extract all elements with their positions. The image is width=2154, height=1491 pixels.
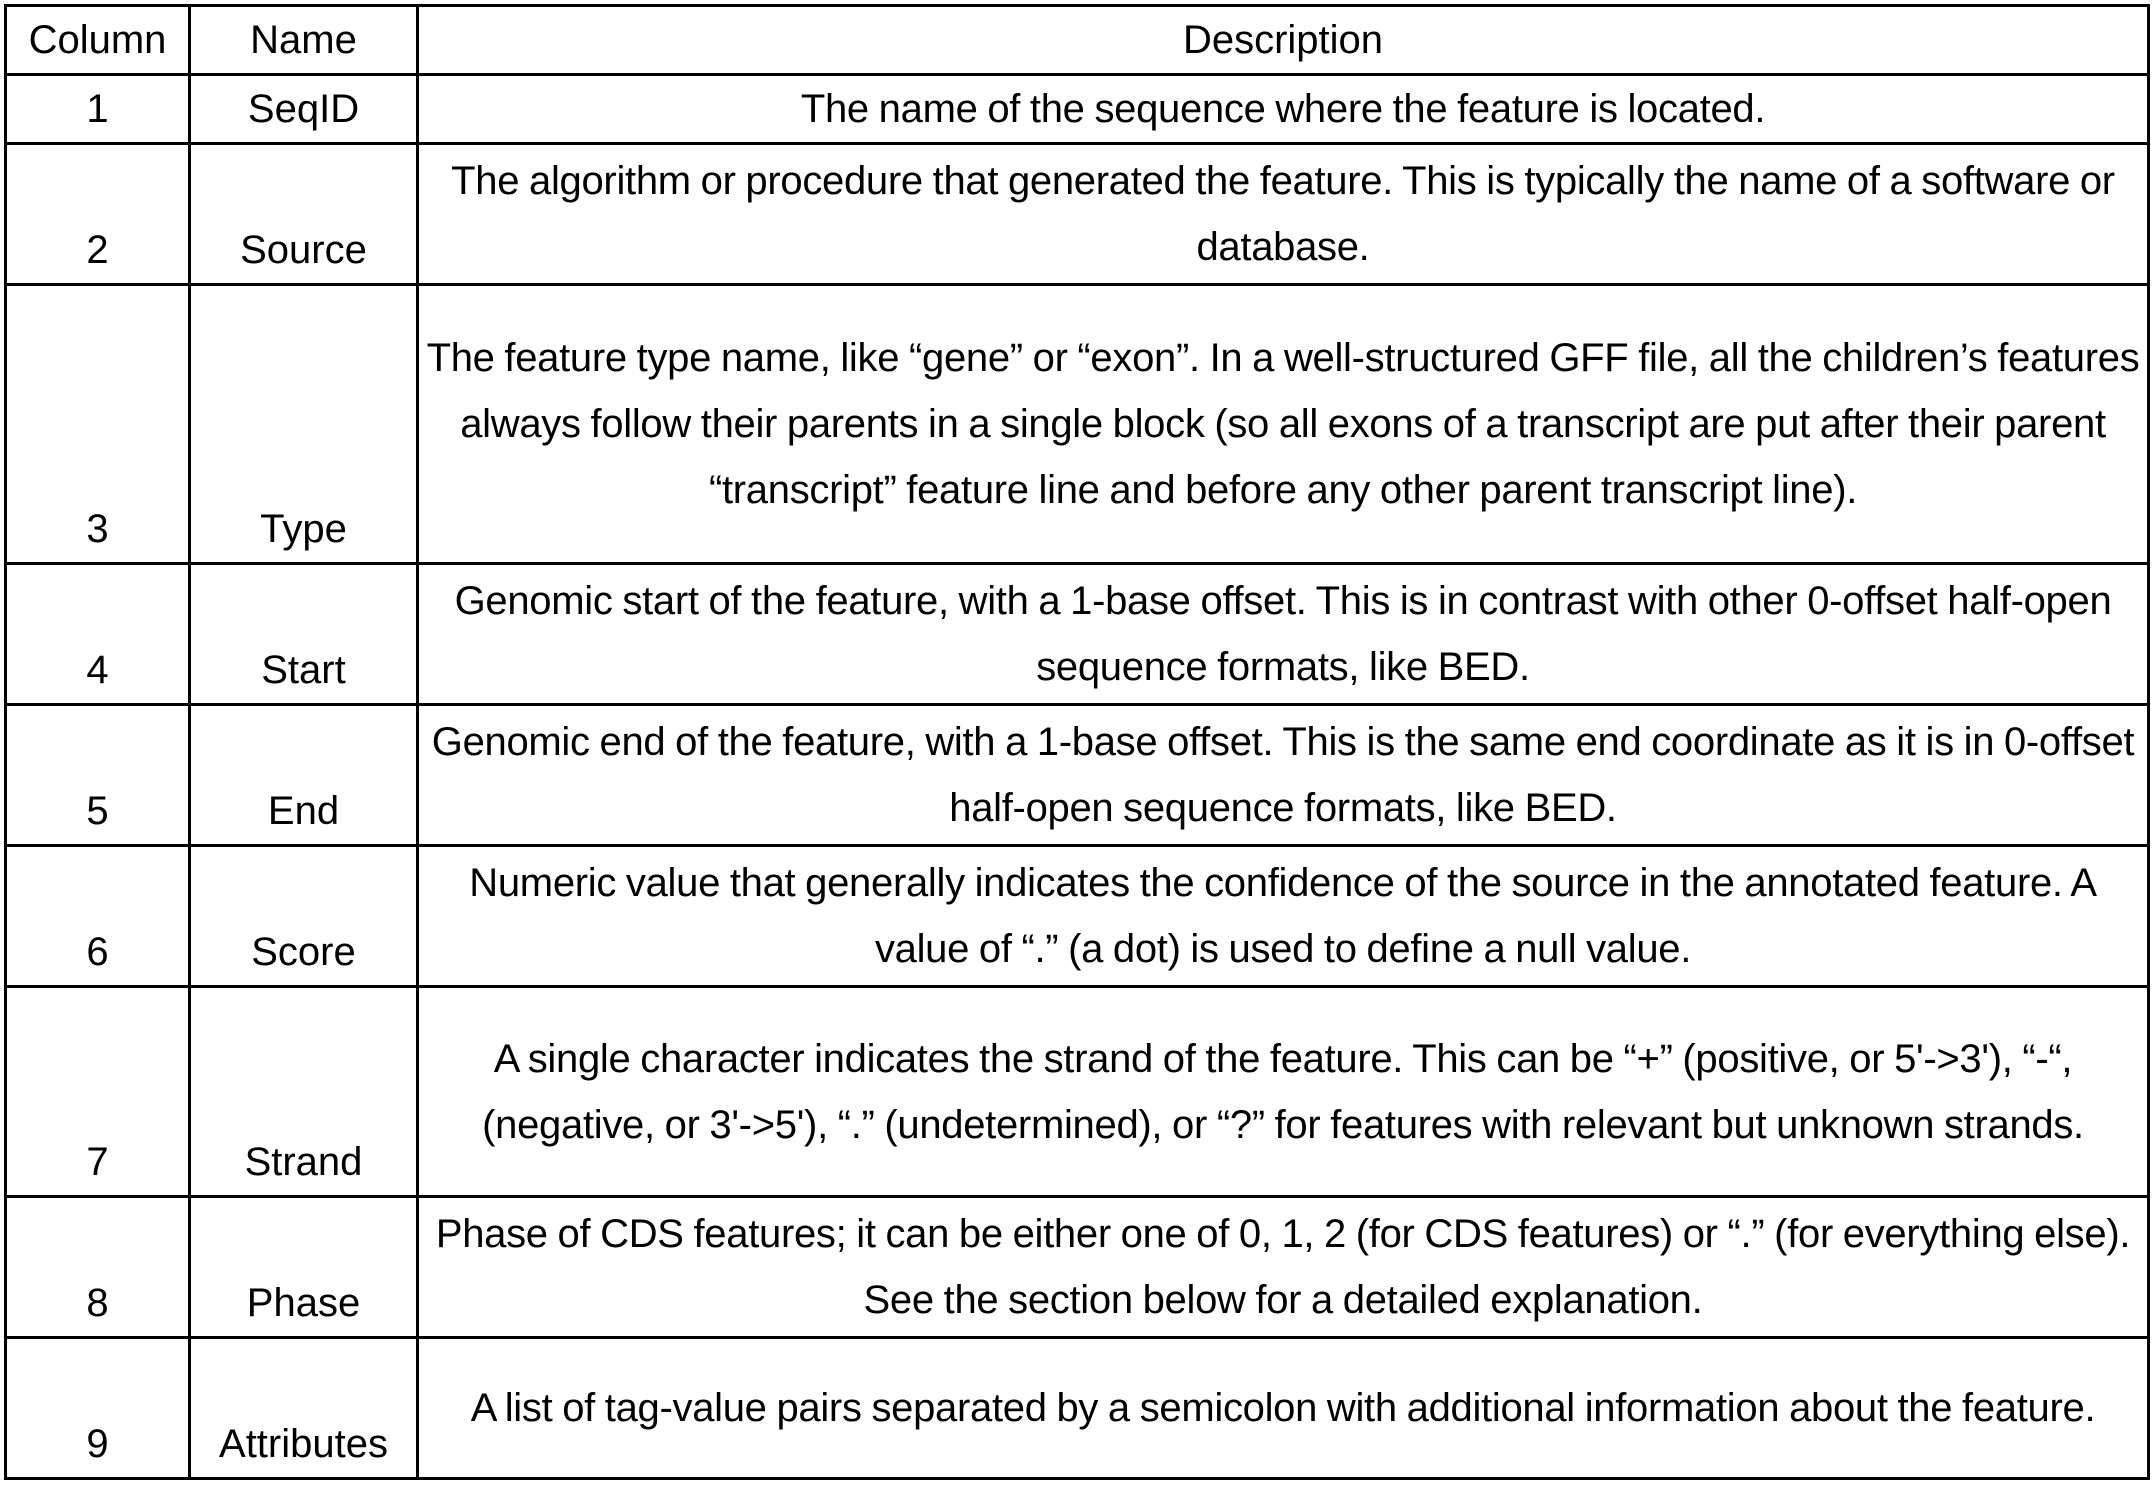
row-column-number: 3 — [6, 285, 190, 564]
row-description: Numeric value that generally indicates the confidence of the source in the annotated feature. A value of “.” (a dot) is used to define a null value. — [418, 846, 2149, 987]
table-row — [6, 1197, 2149, 1338]
row-column-number: 8 — [6, 1197, 190, 1338]
row-name: Score — [190, 846, 418, 987]
table-row — [6, 987, 2149, 1197]
row-description: A single character indicates the strand of the feature. This can be “+” (positive, or 5'->3'), “-“, (negative, or 3'->5'), “.” (undetermined), or “?” for features with relevant but unknown strands. — [418, 987, 2149, 1197]
row-description: Phase of CDS features; it can be either one of 0, 1, 2 (for CDS features) or “.” (for everything else). See the section below for a detailed explanation. — [418, 1197, 2149, 1338]
row-name: Start — [190, 564, 418, 705]
row-description: Genomic end of the feature, with a 1-base offset. This is the same end coordinate as it is in 0-offset half-open sequence formats, like BED. — [418, 705, 2149, 846]
row-column-number: 4 — [6, 564, 190, 705]
row-name: SeqID — [190, 75, 418, 144]
row-column-number: 6 — [6, 846, 190, 987]
row-column-number: 9 — [6, 1338, 190, 1479]
row-column-number: 2 — [6, 144, 190, 285]
description-header: Description — [418, 6, 2149, 75]
table-row — [6, 705, 2149, 846]
row-name: Strand — [190, 987, 418, 1197]
row-name: Attributes — [190, 1338, 418, 1479]
column-header: Column — [6, 6, 190, 75]
row-description: A list of tag-value pairs separated by a semicolon with additional information about the feature. — [418, 1338, 2149, 1479]
row-name: Source — [190, 144, 418, 285]
table-row — [6, 1338, 2149, 1479]
table-row — [6, 285, 2149, 564]
row-description: The algorithm or procedure that generated the feature. This is typically the name of a software or database. — [418, 144, 2149, 285]
table-row — [6, 846, 2149, 987]
table-row — [6, 75, 2149, 144]
row-description: Genomic start of the feature, with a 1-base offset. This is in contrast with other 0-offset half-open sequence formats, like BED. — [418, 564, 2149, 705]
table-row — [6, 564, 2149, 705]
row-column-number: 1 — [6, 75, 190, 144]
name-header: Name — [190, 6, 418, 75]
gff-columns-table — [4, 4, 2150, 1480]
row-description: The name of the sequence where the feature is located. — [418, 75, 2149, 144]
row-name: Phase — [190, 1197, 418, 1338]
row-name: Type — [190, 285, 418, 564]
row-description: The feature type name, like “gene” or “exon”. In a well-structured GFF file, all the children’s features always follow their parents in a single block (so all exons of a transcript are put after their parent “transcript” feature line and before any other parent transcript line). — [418, 285, 2149, 564]
row-name: End — [190, 705, 418, 846]
row-column-number: 5 — [6, 705, 190, 846]
header-row — [6, 6, 2149, 75]
table-row — [6, 144, 2149, 285]
row-column-number: 7 — [6, 987, 190, 1197]
